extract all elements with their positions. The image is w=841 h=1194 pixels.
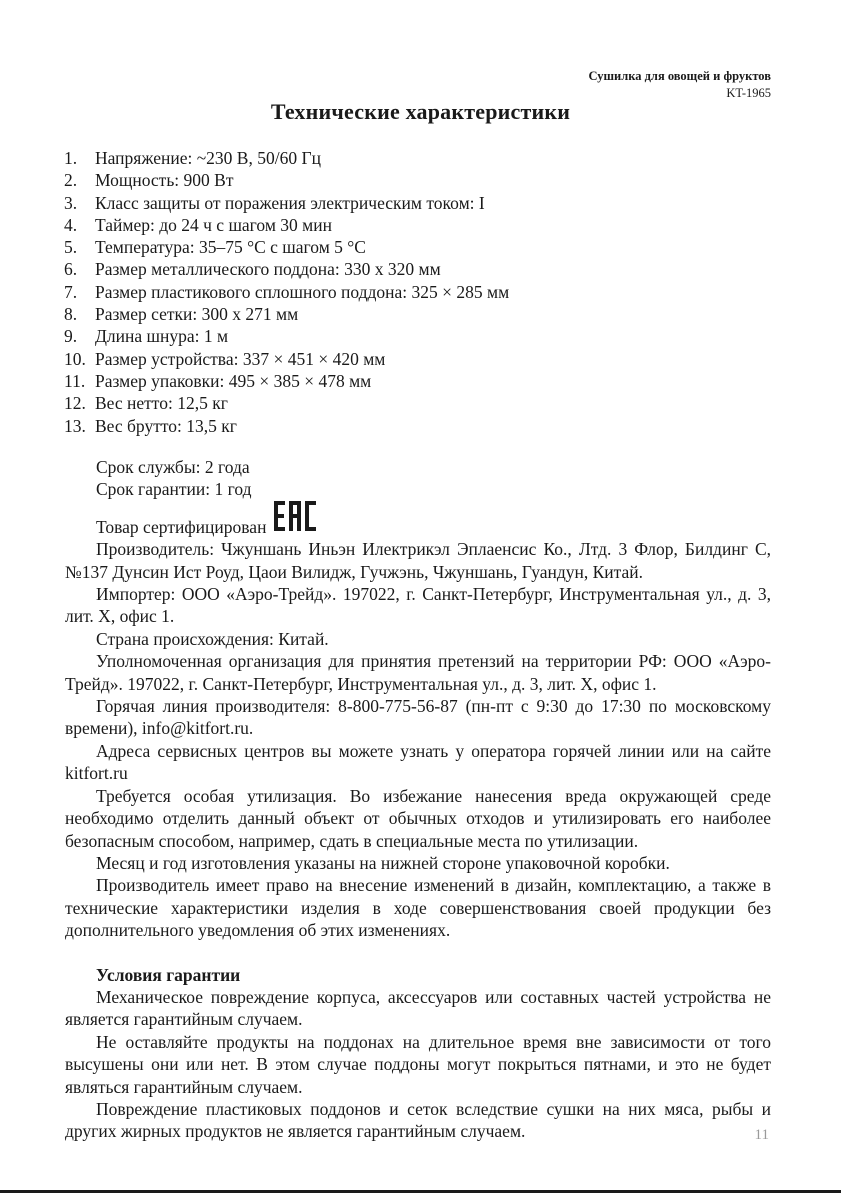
service-life: Срок службы: 2 года	[96, 457, 250, 477]
info-section	[65, 456, 771, 1143]
section-spacer	[65, 942, 771, 964]
changes-notice: Производитель имеет право на внесение изменений в дизайн, комплектацию, а также в технические характеристики изделия в ходе совершенствования своей продукции без дополнительного уведомления об этих изменениях.	[65, 875, 771, 941]
spec-text: Температура: 35–75 °С с шагом 5 °С	[95, 237, 366, 258]
spec-number: 10.	[64, 348, 86, 369]
warranty-title: Условия гарантии	[96, 964, 241, 985]
spec-number: 2.	[64, 170, 78, 191]
spec-number: 7.	[64, 281, 78, 302]
manufacture-date: Месяц и год изготовления указаны на нижней стороне упаковочной коробки.	[96, 852, 670, 873]
product-name: Сушилка для овощей и фруктов	[588, 69, 771, 83]
spec-text: Размер упаковки: 495 × 385 × 478 мм	[95, 370, 372, 391]
spec-number: 1.	[64, 148, 78, 168]
spec-text: Вес брутто: 13,5 кг	[95, 415, 237, 436]
warranty-period: Срок гарантии: 1 год	[96, 479, 252, 500]
spec-item	[64, 348, 509, 370]
hotline: Горячая линия производителя: 8-800-775-56-87 (пн-пт с 9:30 до 17:30 по московскому времени), info@kitfort.ru.	[65, 696, 771, 739]
spec-text: Вес нетто: 12,5 кг	[95, 393, 228, 414]
spec-number: 12.	[64, 393, 86, 414]
page-bottom-rule	[0, 1190, 841, 1193]
spec-item	[64, 192, 509, 214]
service-centers: Адреса сервисных центров вы можете узнать у оператора горячей линии или на сайте kitfort.ru	[65, 740, 771, 784]
spec-item	[64, 392, 509, 414]
spec-number: 11.	[64, 370, 86, 391]
spec-item	[64, 281, 509, 303]
importer: Импортер: ООО «Аэро-Трейд». 197022, г. Санкт-Петербург, Инструментальная ул., д. 3, лит. Х, офис 1.	[65, 584, 771, 627]
spec-text: Размер пластикового сплошного поддона: 325 × 285 мм	[95, 281, 510, 302]
spec-text: Длина шнура: 1 м	[95, 326, 229, 347]
spec-item	[64, 325, 509, 347]
spec-text: Размер сетки: 300 х 271 мм	[95, 304, 299, 325]
spec-number: 3.	[64, 192, 78, 213]
model-number: KT-1965	[726, 86, 771, 100]
spec-text: Размер устройства: 337 × 451 × 420 мм	[95, 348, 386, 369]
spec-item	[64, 147, 509, 169]
spec-number: 5.	[64, 237, 78, 258]
spec-item	[64, 258, 509, 280]
spec-number: 8.	[64, 304, 78, 325]
spec-item	[64, 370, 509, 392]
warranty-paragraph: Не оставляйте продукты на поддонах на длительное время вне зависимости от того высушены они или нет. В этом случае поддоны могут покрыться пятнами, и это не будет являться гарантийным случаем.	[65, 1031, 771, 1097]
specifications-list	[64, 147, 509, 437]
spec-item	[64, 415, 509, 437]
spec-item	[64, 303, 509, 325]
country-of-origin: Страна происхождения: Китай.	[96, 628, 329, 649]
spec-text: Напряжение: ~230 В, 50/60 Гц	[95, 148, 321, 168]
eac-mark-icon	[274, 501, 316, 536]
disposal-notice: Требуется особая утилизация. Во избежание нанесения вреда окружающей среде необходимо отделить данный объект от обычных отходов и утилизировать его наиболее безопасным способом, например, сдать в специальные места по утилизации.	[65, 785, 771, 851]
warranty-paragraph: Механическое повреждение корпуса, аксессуаров или составных частей устройства не является гарантийным случаем.	[65, 986, 771, 1030]
spec-item	[64, 236, 509, 258]
spec-text: Класс защиты от поражения электрическим током: I	[95, 192, 485, 213]
spec-item	[64, 169, 509, 191]
spec-text: Размер металлического поддона: 330 х 320 мм	[95, 259, 441, 280]
page-number: 11	[754, 1127, 769, 1143]
spec-number: 13.	[64, 415, 86, 436]
spec-text: Таймер: до 24 ч с шагом 30 мин	[95, 214, 332, 235]
spec-number: 9.	[64, 326, 78, 347]
page-title: Технические характеристики	[270, 99, 571, 124]
certification-row	[65, 501, 771, 538]
spec-text: Мощность: 900 Вт	[95, 170, 234, 191]
document-header	[588, 68, 771, 102]
spec-item	[64, 214, 509, 236]
spec-number: 4.	[64, 214, 78, 235]
manufacturer: Производитель: Чжуншань Иньэн Илектрикэл Эплаенсис Ко., Лтд. 3 Флор, Билдинг С, №137 Дунсин Ист Роуд, Цаои Вилидж, Гучжэнь, Чжуншань, Гуандун, Китай.	[65, 539, 771, 582]
warranty-paragraph: Повреждение пластиковых поддонов и сеток вследствие сушки на них мяса, рыбы и других жирных продуктов не является гарантийным случаем.	[65, 1098, 771, 1142]
certified-text: Товар сертифицирован	[96, 516, 267, 537]
authorized-organization: Уполномоченная организация для принятия претензий на территории РФ: ООО «Аэро-Трейд». 197022, г. Санкт-Петербург, Инструментальная ул., д. 3, лит. Х, офис 1.	[65, 651, 771, 694]
spec-number: 6.	[64, 259, 78, 280]
